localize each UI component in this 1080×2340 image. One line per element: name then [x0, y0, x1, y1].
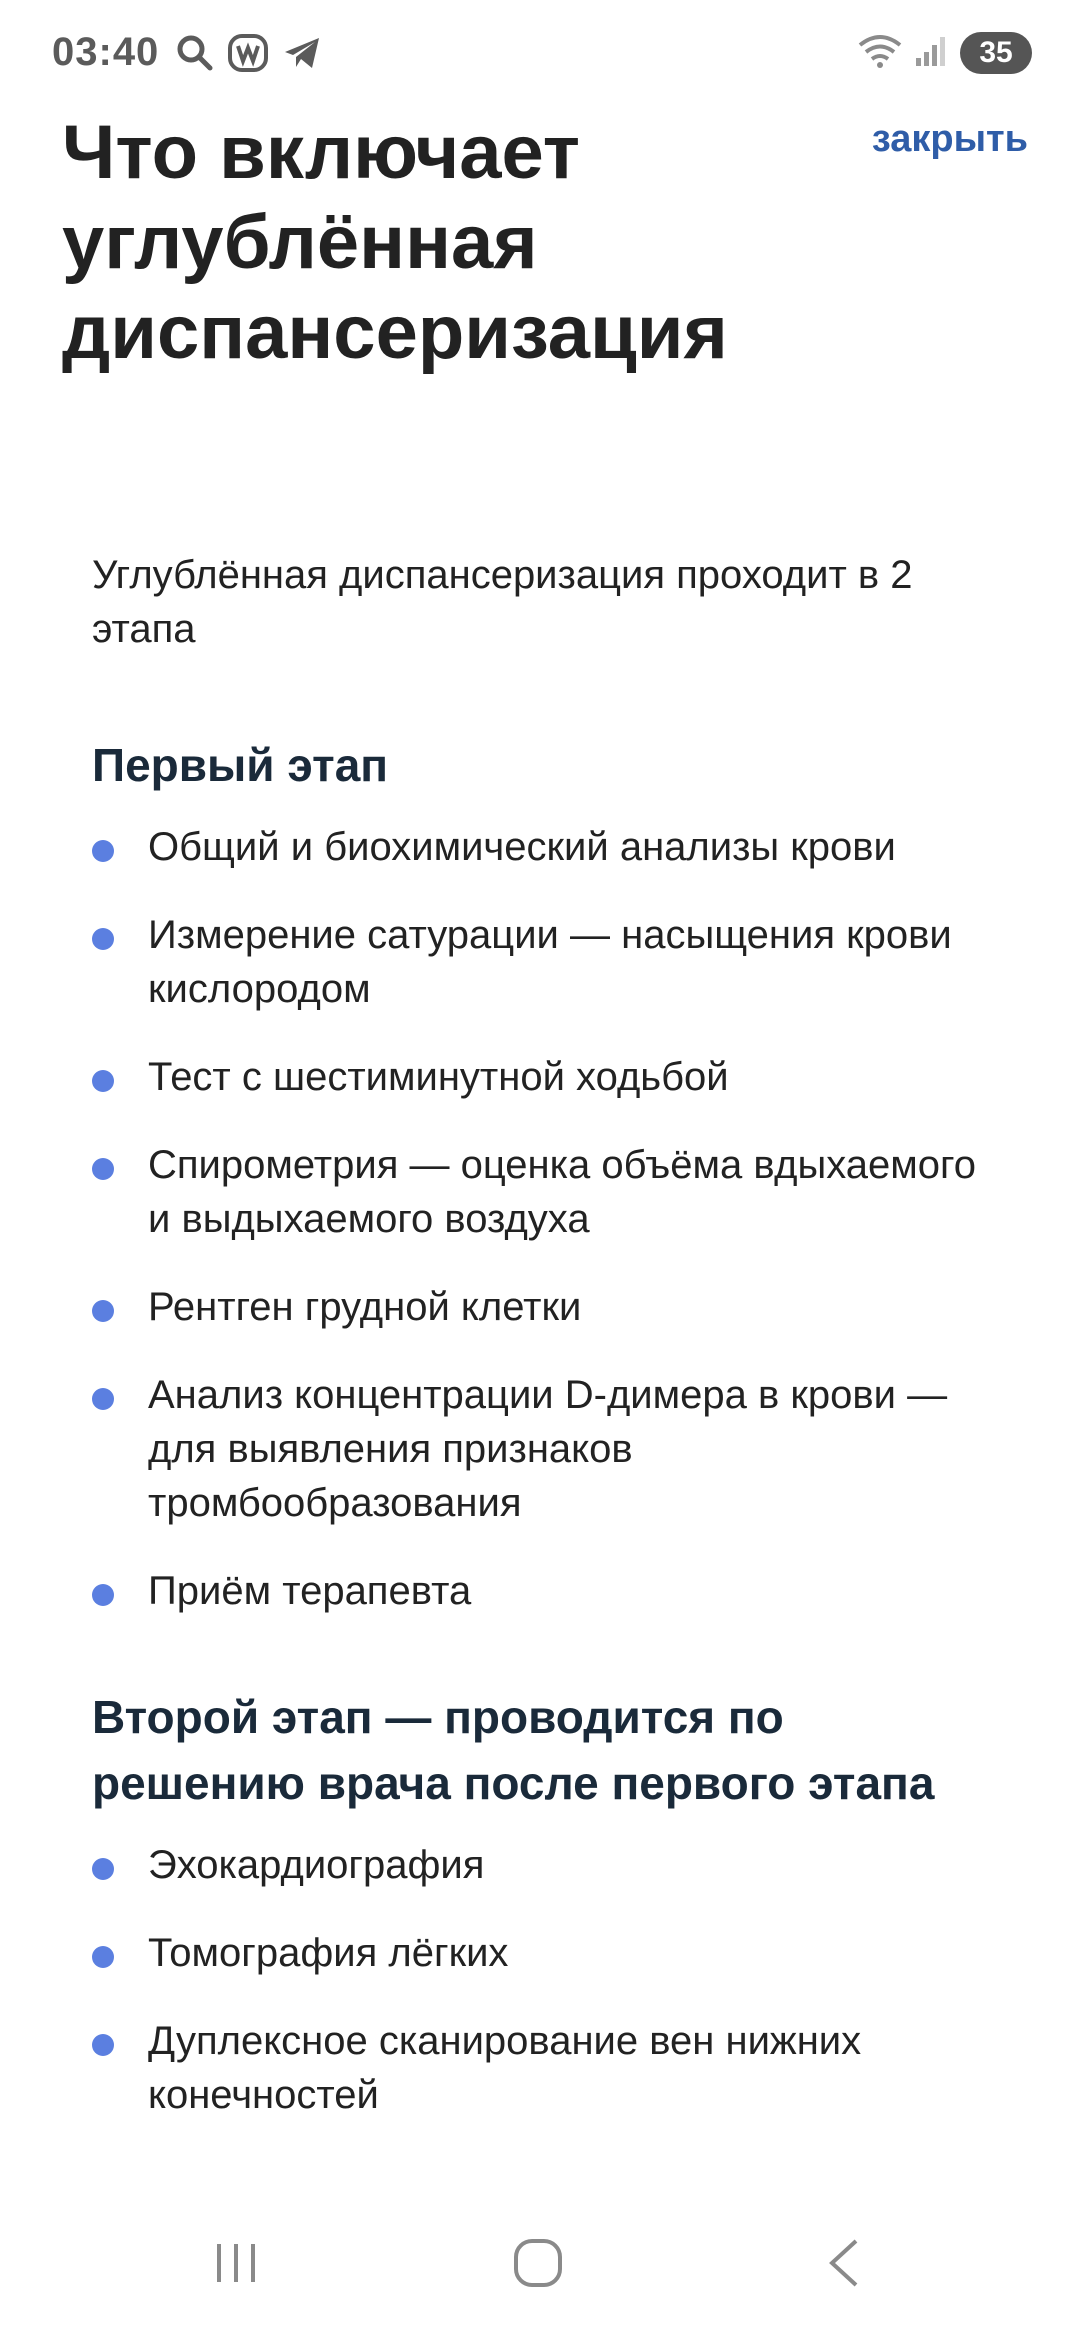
list-item-text: Анализ концентрации D-димера в крови — для выявления признаков тромбообразования — [148, 1373, 948, 1525]
navigation-bar — [0, 2190, 1080, 2340]
bullet-dot-icon — [92, 1946, 114, 1968]
list-item — [92, 1838, 992, 1892]
status-bar — [0, 0, 1080, 110]
bullet-dot-icon — [92, 1070, 114, 1092]
list-item — [92, 1926, 992, 1980]
bullet-dot-icon — [92, 1158, 114, 1180]
wifi-icon — [858, 33, 902, 74]
recent-apps-icon — [211, 2238, 261, 2293]
list-item — [92, 908, 992, 1016]
list-item-text: Спирометрия — оценка объёма вдыхаемого и выдыхаемого воздуха — [148, 1143, 976, 1241]
home-button[interactable] — [478, 2220, 598, 2310]
list-item-text: Тест с шестиминутной ходьбой — [148, 1055, 729, 1099]
bullet-dot-icon — [92, 1584, 114, 1606]
list-item — [92, 1050, 992, 1104]
list-item-text: Измерение сатурации — насыщения крови кислородом — [148, 913, 952, 1011]
battery-indicator: 35 — [960, 32, 1032, 74]
close-button[interactable]: закрыть — [871, 118, 1028, 160]
list-item-text: Дуплексное сканирование вен нижних конечностей — [148, 2019, 862, 2117]
bullet-dot-icon — [92, 1858, 114, 1880]
list-item-text: Эхокардиография — [148, 1843, 485, 1887]
stage2-heading: Второй этап — проводится по решению врача после первого этапа — [92, 1691, 935, 1809]
list-item — [92, 1564, 992, 1618]
status-time: 03:40 — [52, 30, 160, 74]
list-item-text: Рентген грудной клетки — [148, 1285, 582, 1329]
recent-apps-button[interactable] — [176, 2220, 296, 2310]
home-icon — [512, 2237, 564, 2294]
bullet-dot-icon — [92, 2034, 114, 2056]
list-item — [92, 820, 992, 874]
list-item — [92, 1280, 992, 1334]
list-item-text: Приём терапевта — [148, 1569, 472, 1613]
search-icon — [176, 34, 214, 77]
bullet-dot-icon — [92, 928, 114, 950]
stage1-list — [92, 820, 992, 1618]
bullet-dot-icon — [92, 840, 114, 862]
list-item — [92, 1138, 992, 1246]
back-button[interactable] — [784, 2220, 904, 2310]
app-icon — [228, 34, 268, 77]
status-icons-right — [858, 32, 1032, 74]
bullet-dot-icon — [92, 1388, 114, 1410]
back-icon — [824, 2237, 864, 2294]
bullet-dot-icon — [92, 1300, 114, 1322]
article-content — [92, 548, 992, 2156]
list-item-text: Общий и биохимический анализы крови — [148, 825, 896, 869]
status-icons-left — [176, 34, 322, 77]
list-item-text: Томография лёгких — [148, 1931, 509, 1975]
intro-text: Углублённая диспансеризация проходит в 2 этапа — [92, 553, 913, 651]
stage1-heading: Первый этап — [92, 739, 389, 791]
page-title: Что включает углублённая диспансеризация — [62, 110, 728, 375]
signal-icon — [914, 34, 948, 73]
list-item — [92, 2014, 992, 2122]
telegram-icon — [282, 34, 322, 77]
stage2-list — [92, 1838, 992, 2122]
list-item — [92, 1368, 992, 1530]
